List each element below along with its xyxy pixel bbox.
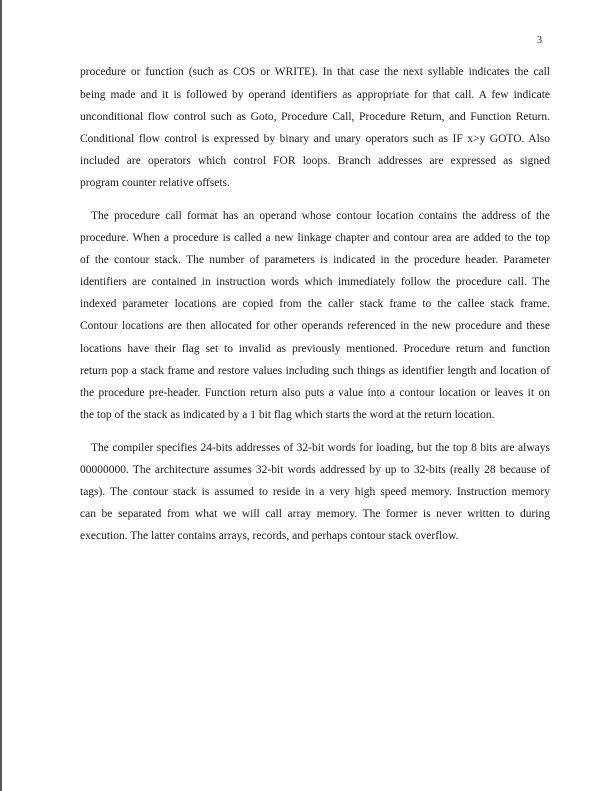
text-line: program counter relative offsets. bbox=[80, 177, 230, 189]
text-line: The compiler specifies 24-bits addresses of 32-bit words for loading, but the top 8 bits are always bbox=[91, 442, 550, 454]
text-line: tags). The contour stack is assumed to reside in a very high speed memory. Instruction memory bbox=[80, 486, 550, 498]
page-number: 3 bbox=[537, 35, 542, 46]
text-line: procedure or function (such as COS or WRITE). In that case the next syllable indicates the call bbox=[80, 66, 550, 78]
text-line: being made and it is followed by operand identifiers as appropriate for that call. A few indicate bbox=[80, 89, 550, 101]
text-line: procedure. When a procedure is called a new linkage chapter and contour area are added to the top bbox=[80, 232, 550, 244]
text-line: The procedure call format has an operand whose contour location contains the address of the bbox=[91, 210, 550, 222]
text-line: indexed parameter locations are copied from the caller stack frame to the callee stack frame. bbox=[80, 298, 550, 310]
text-line: Conditional flow control is expressed by binary and unary operators such as IF x>y GOTO. Also bbox=[80, 133, 550, 145]
scan-edge bbox=[0, 0, 2, 791]
text-line: execution. The latter contains arrays, records, and perhaps contour stack overflow. bbox=[80, 530, 459, 542]
text-line: of the contour stack. The number of parameters is indicated in the procedure header. Parameter bbox=[80, 254, 550, 266]
text-line: unconditional flow control such as Goto, Procedure Call, Procedure Return, and Function Return. bbox=[80, 111, 550, 123]
text-line: 00000000. The architecture assumes 32-bit words addressed by up to 32-bits (really 28 because of bbox=[80, 464, 550, 476]
text-line: Contour locations are then allocated for other operands referenced in the new procedure and these bbox=[80, 320, 550, 332]
text-line: locations have their flag set to invalid as previously mentioned. Procedure return and function bbox=[80, 343, 550, 355]
text-line: the procedure pre-header. Function return also puts a value into a contour location or leaves it on bbox=[80, 387, 550, 399]
text-line: the top of the stack as indicated by a 1 bit flag which starts the word at the return location. bbox=[80, 409, 495, 421]
text-line: return pop a stack frame and restore values including such things as identifier length and location of bbox=[80, 365, 550, 377]
text-line: can be separated from what we will call array memory. The former is never written to during bbox=[80, 508, 550, 520]
text-line: identifiers are contained in instruction words which immediately follow the procedure call. The bbox=[80, 276, 550, 288]
text-line: included are operators which control FOR loops. Branch addresses are expressed as signed bbox=[80, 155, 550, 167]
